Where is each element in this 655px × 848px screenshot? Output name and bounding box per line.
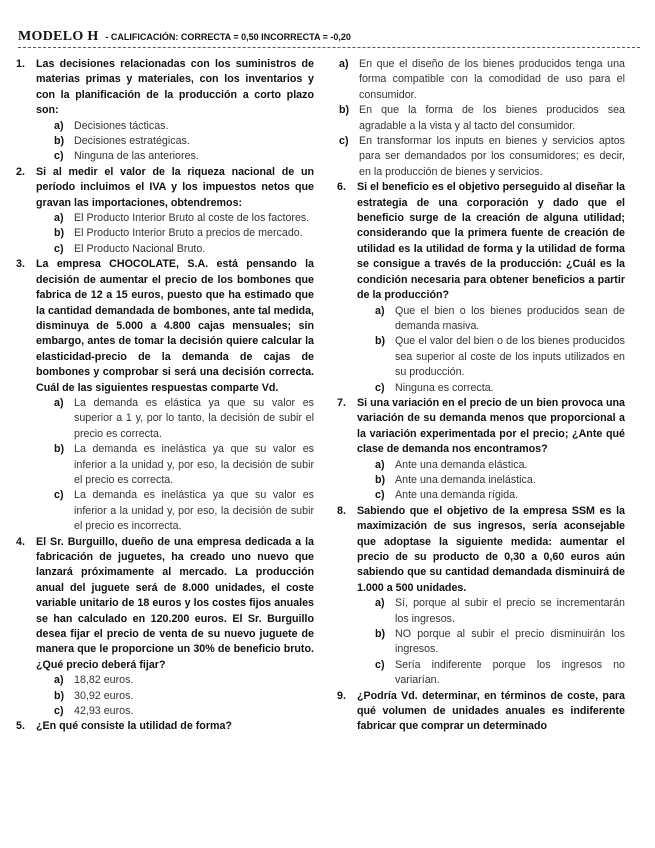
exam-header xyxy=(18,29,640,45)
question xyxy=(16,257,314,534)
option-letter: a) xyxy=(54,119,64,132)
option-text: Ante una demanda inelástica. xyxy=(395,473,536,486)
option-text: Sí, porque al subir el precio se incrementarán los ingresos. xyxy=(395,597,625,625)
option-letter: a) xyxy=(375,458,385,471)
option-text: La demanda es elástica ya que su valor es superior a 1 y, por lo tanto, la decisión de subir el precio es correcta. xyxy=(74,396,314,440)
option-letter: b) xyxy=(375,628,386,641)
option-letter: a) xyxy=(54,396,64,409)
option-text: Que el bien o los bienes producidos sean de demanda masiva. xyxy=(395,304,625,332)
option-text: En transformar los inputs en bienes y servicios aptos para ser demandados por los consumidores; es decir, en la producción de bienes y servicios. xyxy=(359,135,625,178)
question xyxy=(337,57,625,180)
answer-option xyxy=(36,396,314,442)
answer-option xyxy=(357,658,625,689)
question-stem: Sabiendo que el objetivo de la empresa SSM es la maximización de sus ingresos, sería aconsejable que adoptase la siguiente medida: aumentar el precio de su producto de 0,30 a 0,60 euros aún sabiendo que su cantidad demandada disminuirá de 1.000 a 500 unidades. xyxy=(357,504,625,594)
answer-option xyxy=(36,442,314,488)
option-text: Sería indiferente porque los ingresos no variarían. xyxy=(395,658,625,687)
option-text: 42,93 euros. xyxy=(74,705,134,718)
answer-option xyxy=(36,226,314,241)
answer-option xyxy=(36,689,314,704)
option-letter: a) xyxy=(54,674,64,687)
option-letter: b) xyxy=(375,473,386,486)
answer-option xyxy=(357,627,625,658)
answer-option xyxy=(357,334,625,380)
option-letter: c) xyxy=(54,705,64,718)
question-stem: Si al medir el valor de la riqueza nacional de un período incluimos el IVA y los impuestos netos que gravan las importaciones, obtendremos: xyxy=(36,165,314,209)
question-stem: Si el beneficio es el objetivo perseguido al diseñar la estrategia de una corporación y dado que el beneficio surge de la creación de alguna utilidad; considerando que la primera fuente de creación de utilidad es la utilidad de forma y la utilidad de forma se consigue a través de la producción: ¿Cuál es la condición necesaria para obtener beneficios a partir de la producción? xyxy=(357,181,625,302)
question xyxy=(337,689,625,735)
grading-scheme: - CALIFICACIÓN: CORRECTA = 0,50 INCORRECTA = -0,20 xyxy=(105,32,351,42)
question xyxy=(337,180,625,396)
option-letter: c) xyxy=(375,489,385,502)
answer-option xyxy=(36,134,314,149)
option-text: Decisiones estratégicas. xyxy=(74,135,190,148)
right-column xyxy=(337,57,625,735)
option-letter: c) xyxy=(339,135,349,148)
answer-option xyxy=(357,596,625,627)
question xyxy=(16,57,314,165)
option-letter: b) xyxy=(54,689,65,702)
question-number: 7. xyxy=(337,396,346,409)
answer-option xyxy=(36,211,314,226)
question xyxy=(16,535,314,720)
answer-option xyxy=(357,458,625,473)
question-number: 3. xyxy=(16,258,25,271)
option-text: NO porque al subir el precio disminuirán los ingresos. xyxy=(395,628,625,656)
answer-option xyxy=(36,119,314,134)
question-number: 5. xyxy=(16,720,25,733)
option-letter: a) xyxy=(375,597,385,610)
option-text: El Producto Nacional Bruto. xyxy=(74,242,206,255)
option-text: Ante una demanda rígida. xyxy=(395,489,518,502)
option-letter: a) xyxy=(54,212,64,225)
option-text: Que el valor del bien o de los bienes producidos sea superior al coste de los inputs utilizados en su producción. xyxy=(395,335,625,379)
answer-option xyxy=(337,134,625,180)
answer-option xyxy=(36,242,314,257)
option-letter: a) xyxy=(375,304,385,317)
question xyxy=(16,165,314,257)
option-letter: b) xyxy=(375,335,386,348)
option-letter: b) xyxy=(54,443,65,456)
answer-option xyxy=(36,673,314,688)
model-title: MODELO H xyxy=(18,29,99,44)
option-letter: c) xyxy=(54,242,64,255)
option-letter: c) xyxy=(54,150,64,163)
option-text: 30,92 euros. xyxy=(74,689,134,702)
question-stem: El Sr. Burguillo, dueño de una empresa dedicada a la fabricación de juguetes, ha creado uno nuevo que lanzará próximamente al mercado. La producción anual del juguete será de 8.000 unidades, el coste variable unitario de 18 euros y los costes fijos anuales se han calculado en 120.200 euros. El Sr. Burguillo desea fijar el precio de venta de su nuevo juguete de manera que le proporcione un 30% de beneficio bruto. ¿Qué precio deberá fijar? xyxy=(36,535,314,671)
option-text: El Producto Interior Bruto al coste de los factores. xyxy=(74,212,310,225)
option-text: Ninguna es correcta. xyxy=(395,381,494,394)
option-letter: a) xyxy=(339,58,349,70)
question-stem: La empresa CHOCOLATE, S.A. está pensando la decisión de aumentar el precio de los bombones que fabrica de 12 a 15 euros, puesto que ha estimado que la cantidad demandada de bombones, ante tal medida, disminuya de 5.000 a 4.800 cajas mensuales; sin embargo, antes de tomar la decisión quiere calcular la elasticidad-precio de la demanda de cajas de bombones y comprobar si será una decisión correcta. Cuál de las siguientes respuestas comparte Vd. xyxy=(36,258,314,394)
answer-option xyxy=(357,304,625,335)
answer-option xyxy=(36,149,314,164)
question-stem: ¿En qué consiste la utilidad de forma? xyxy=(36,720,232,733)
question-stem: Si una variación en el precio de un bien provoca una variación de su demanda menos que proporcional a la variación experimentada por el precio; ¿Ante qué clase de demanda nos encontramos? xyxy=(357,396,625,456)
option-text: En que el diseño de los bienes producidos tenga una forma compatible con la comodidad de uso para el consumidor. xyxy=(359,58,625,101)
question xyxy=(16,719,314,734)
header-divider xyxy=(18,47,640,48)
question-stem: Las decisiones relacionadas con los suministros de materias primas y materiales, con los inventarios y con la planificación de la producción a corto plazo son: xyxy=(36,58,314,117)
question-number: 4. xyxy=(16,535,25,548)
question-number: 9. xyxy=(337,689,346,702)
answer-option xyxy=(337,57,625,103)
answer-option xyxy=(337,103,625,134)
left-column xyxy=(16,57,314,735)
question xyxy=(337,396,625,504)
answer-option xyxy=(357,488,625,503)
option-text: La demanda es inelástica ya que su valor es inferior a la unidad y, por eso, la decisión de subir el precio es correcta. xyxy=(74,443,314,486)
option-letter: b) xyxy=(339,104,350,117)
question-number: 1. xyxy=(16,58,25,70)
question-number: 6. xyxy=(337,181,346,194)
option-letter: b) xyxy=(54,135,65,148)
question-stem: ¿Podría Vd. determinar, en términos de coste, para qué volumen de unidades anuales es indiferente fabricar que comprar un determinado xyxy=(357,689,625,733)
option-text: La demanda es inelástica ya que su valor es inferior a la unidad y, por eso, la decisión de subir el precio es incorrecta. xyxy=(74,489,314,533)
option-text: El Producto Interior Bruto a precios de mercado. xyxy=(74,227,303,240)
option-letter: c) xyxy=(54,489,64,502)
option-letter: c) xyxy=(375,381,385,394)
question-number: 8. xyxy=(337,504,346,517)
answer-option xyxy=(36,704,314,719)
option-text: Decisiones tácticas. xyxy=(74,119,169,132)
option-letter: c) xyxy=(375,658,385,671)
answer-option xyxy=(357,473,625,488)
answer-option xyxy=(357,381,625,396)
option-text: En que la forma de los bienes producidos sea agradable a la vista y al tacto del consumidor. xyxy=(359,104,625,132)
option-text: Ante una demanda elástica. xyxy=(395,458,528,471)
question-number: 2. xyxy=(16,165,25,178)
question xyxy=(337,504,625,689)
option-text: Ninguna de las anteriores. xyxy=(74,150,199,163)
option-letter: b) xyxy=(54,227,65,240)
answer-option xyxy=(36,488,314,534)
option-text: 18,82 euros. xyxy=(74,674,134,687)
